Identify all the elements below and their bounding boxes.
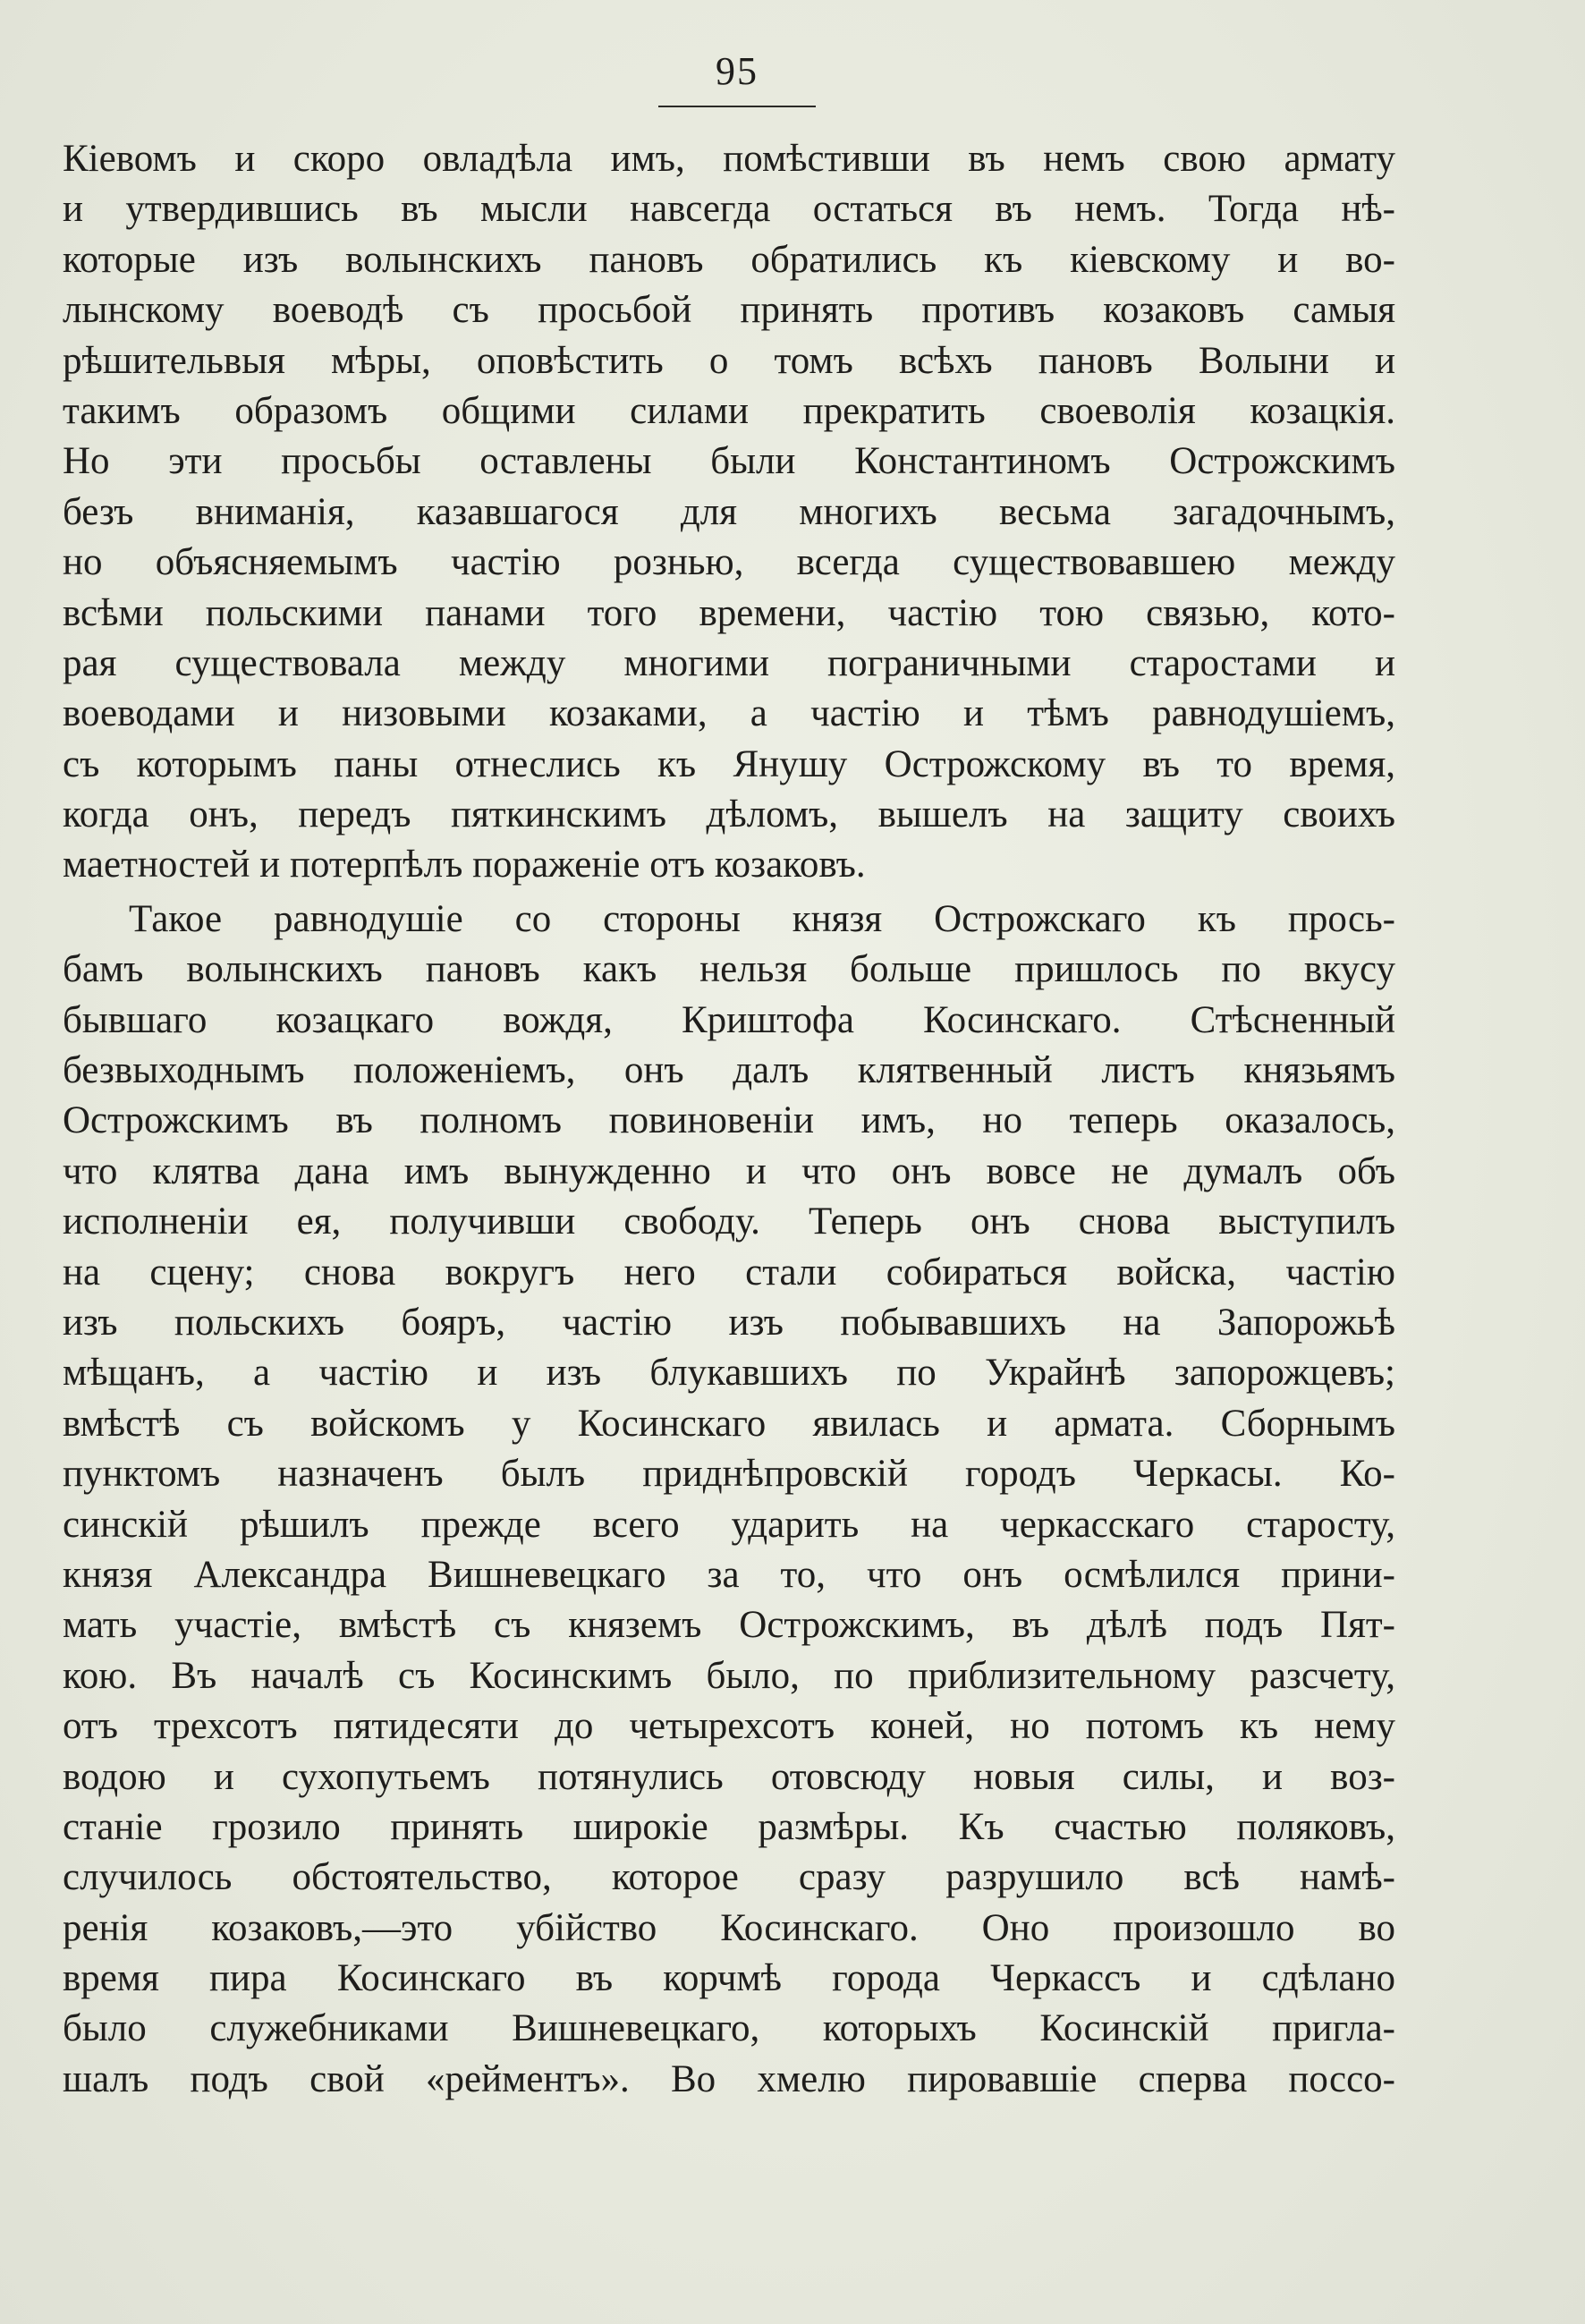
page-number: 95 — [716, 49, 759, 93]
text-line: рая существовала между многими пограничными старостами и — [63, 641, 1395, 684]
text-line: шалъ подъ свой «рейментъ». Во хмелю пировавшіе сперва поссо- — [63, 2057, 1395, 2100]
text-line: вмѣстѣ съ войскомъ у Косинскаго явилась и армата. Сборнымъ — [63, 1402, 1395, 1445]
text-line: время пира Косинскаго въ корчмѣ города Черкассъ и сдѣлано — [63, 1957, 1395, 2000]
text-line: бамъ волынскихъ пановъ какъ нельзя больше пришлось по вкусу — [63, 948, 1395, 991]
text-line: безвыходнымъ положеніемъ, онъ далъ клятвенный листъ князьямъ — [63, 1049, 1395, 1092]
text-line: мать участіе, вмѣстѣ съ княземъ Острожскимъ, въ дѣлѣ подъ Пят- — [63, 1604, 1395, 1647]
text-line: съ которымъ паны отнеслись къ Янушу Острожскому въ то время, — [63, 742, 1395, 785]
header-rule — [658, 106, 816, 107]
text-line: станіе грозило принять широкіе размѣры. Къ счастью поляковъ, — [63, 1805, 1395, 1848]
text-line: князя Александра Вишневецкаго за то, что онъ осмѣлился прини- — [63, 1553, 1395, 1596]
text-line: изъ польскихъ бояръ, частію изъ побывавшихъ на Запорожьѣ — [63, 1301, 1395, 1344]
text-line: что клятва дана имъ вынужденно и что онъ вовсе не думалъ объ — [63, 1149, 1395, 1192]
text-line: мѣщанъ, а частію и изъ блукавшихъ по Украйнѣ запорожцевъ; — [63, 1352, 1395, 1395]
body-text — [63, 134, 1395, 2105]
paragraph-1 — [63, 134, 1395, 891]
text-line: всѣми польскими панами того времени, частію тою связью, кото- — [63, 591, 1395, 634]
text-line: Кіевомъ и скоро овладѣла имъ, помѣстивши въ немъ свою армату — [63, 138, 1395, 180]
text-line: на сцену; снова вокругъ него стали собираться войска, частію — [63, 1251, 1395, 1293]
text-line: случилось обстоятельство, которое сразу разрушило всѣ намѣ- — [63, 1856, 1395, 1899]
text-line: воеводами и низовыми козаками, а частію и тѣмъ равнодушіемъ, — [63, 692, 1395, 735]
paragraph-2 — [63, 895, 1395, 2105]
text-line: Но эти просьбы оставлены были Константиномъ Острожскимъ — [63, 440, 1395, 483]
text-line: когда онъ, передъ пяткинскимъ дѣломъ, вышелъ на защиту своихъ — [63, 793, 1395, 836]
text-line: синскій рѣшилъ прежде всего ударить на черкасскаго старосту, — [63, 1503, 1395, 1546]
text-line: такимъ образомъ общими силами прекратить своеволія козацкія. — [63, 389, 1395, 432]
text-line: маетностей и потерпѣлъ пораженіе отъ козаковъ. — [63, 844, 866, 886]
text-line: бывшаго козацкаго вождя, Криштофа Косинскаго. Стѣсненный — [63, 998, 1395, 1041]
text-line: лынскому воеводѣ съ просьбой принять противъ козаковъ самыя — [63, 289, 1395, 332]
text-line: и утвердившись въ мысли навсегда остаться въ немъ. Тогда нѣ- — [63, 188, 1395, 231]
text-line: но объясняемымъ частію рознью, всегда существовавшею между — [63, 541, 1395, 584]
text-line: исполненіи ея, получивши свободу. Теперь онъ снова выступилъ — [63, 1200, 1395, 1243]
text-line: отъ трехсотъ пятидесяти до четырехсотъ коней, но потомъ къ нему — [63, 1705, 1395, 1748]
text-line: водою и сухопутьемъ потянулись отовсюду новыя силы, и воз- — [63, 1755, 1395, 1798]
text-line: ренія козаковъ,—это убійство Косинскаго. Оно произошло во — [63, 1906, 1395, 1949]
text-line: которые изъ волынскихъ пановъ обратились къ кіевскому и во- — [63, 238, 1395, 281]
text-line: кою. Въ началѣ съ Косинскимъ было, по приблизительному разсчету, — [63, 1654, 1395, 1697]
text-line: Острожскимъ въ полномъ повиновеніи имъ, но теперь оказалось, — [63, 1099, 1395, 1142]
text-line: было служебниками Вишневецкаго, которыхъ Косинскій пригла- — [63, 2007, 1395, 2050]
text-line: безъ вниманія, казавшагося для многихъ весьма загадочнымъ, — [63, 490, 1395, 533]
text-line: рѣшительвыя мѣры, оповѣстить о томъ всѣхъ пановъ Волыни и — [63, 339, 1395, 382]
text-line: пунктомъ назначенъ былъ приднѣпровскій городъ Черкасы. Ко- — [63, 1453, 1395, 1496]
text-line: Такое равнодушіе со стороны князя Острожскаго къ прось- — [129, 897, 1395, 940]
